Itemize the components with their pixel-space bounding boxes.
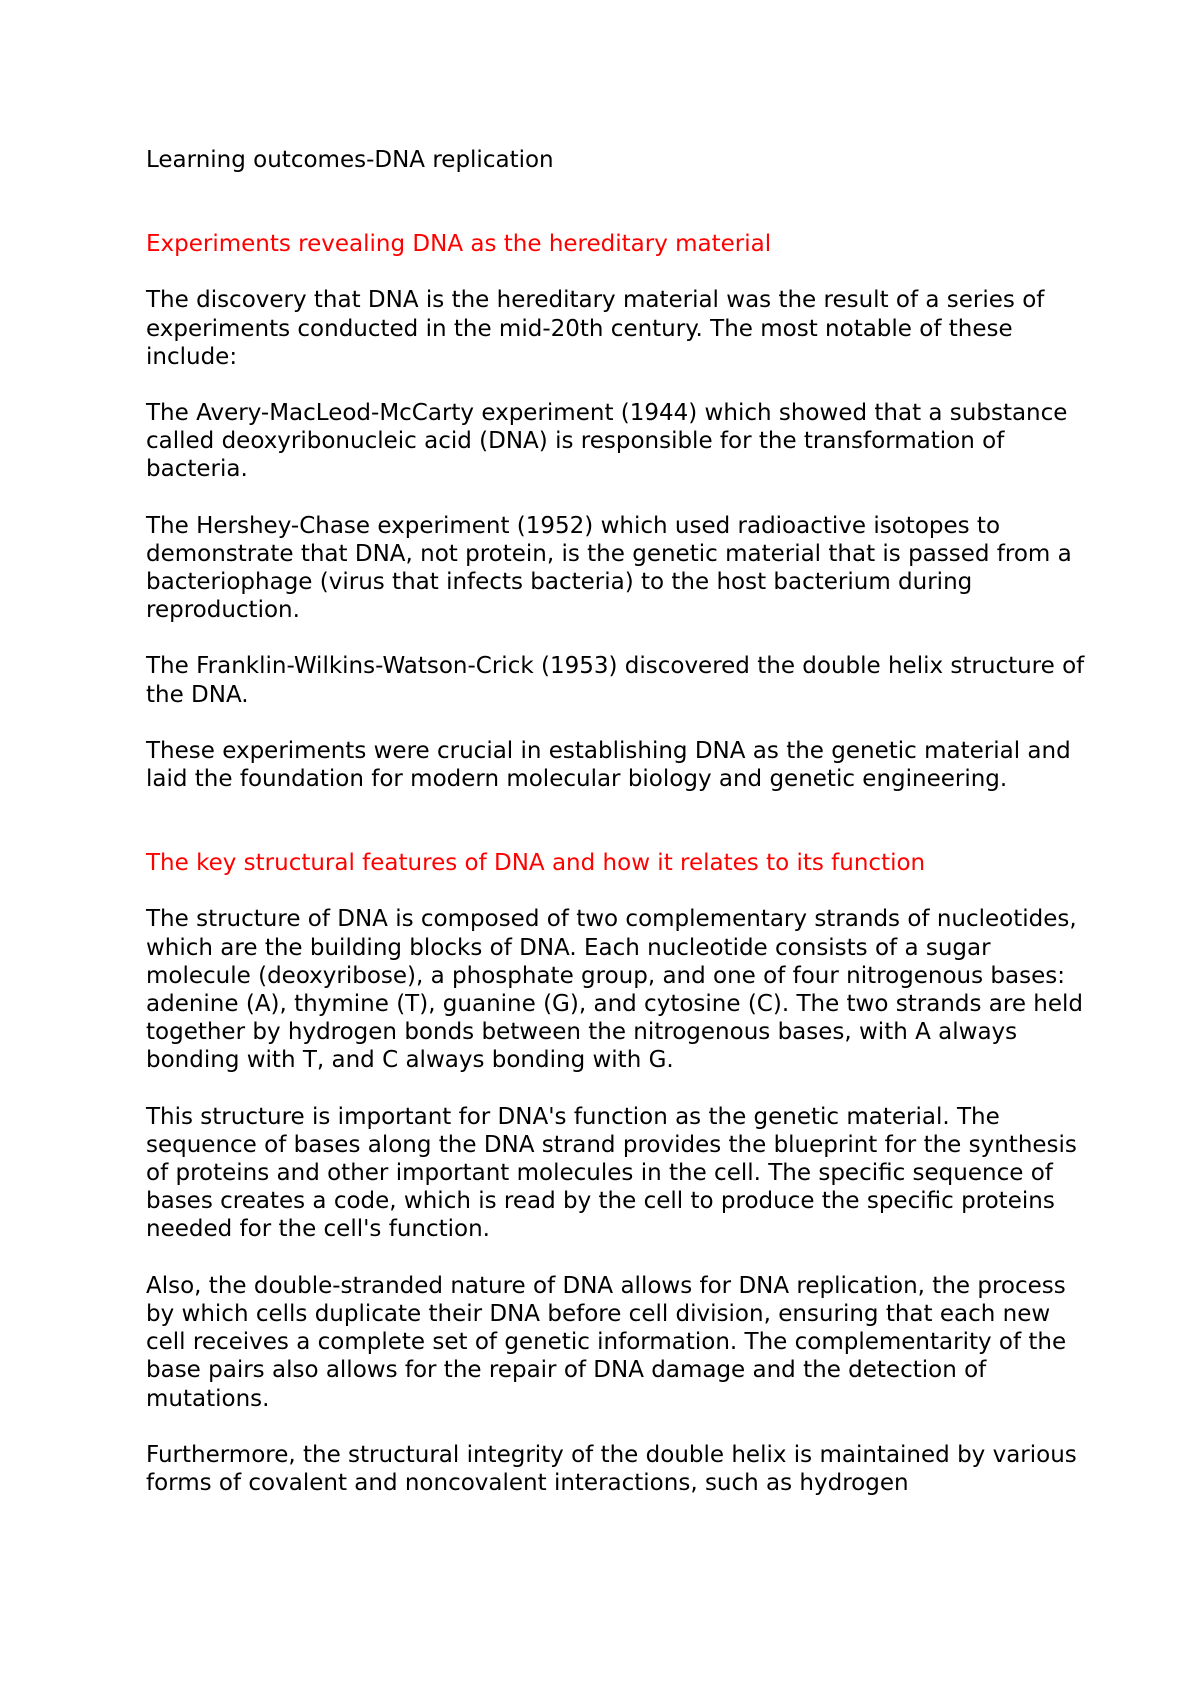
paragraph-double-helix-discovery: The Franklin-Wilkins-Watson-Crick (1953) discovered the double helix structure of the DNA.	[146, 653, 1085, 708]
paragraph-double-stranded-replication: Also, the double-stranded nature of DNA allows for DNA replication, the process by which cells duplicate their DNA before cell division, ensuring that each new cell receives a complete set of genetic information. The complementarity of the base pairs also allows for the repair of DNA damage and the detection of mutations.	[146, 1272, 1067, 1412]
paragraph-avery-experiment: The Avery-MacLeod-McCarty experiment (1944) which showed that a substance called deoxyribonucleic acid (DNA) is responsible for the transformation of bacteria.	[146, 400, 1068, 483]
document-title: Learning outcomes-DNA replication	[146, 147, 554, 173]
section-heading-structural-features: The key structural features of DNA and how it relates to its function	[146, 850, 926, 877]
paragraph-structure-function: This structure is important for DNA's function as the genetic material. The sequence of bases along the DNA strand provides the blueprint for the synthesis of proteins and other important molecules in the cell. The specific sequence of bases creates a code, which is read by the cell to produce the specific proteins needed for the cell's function.	[146, 1103, 1077, 1243]
paragraph-hershey-chase-experiment: The Hershey-Chase experiment (1952) which used radioactive isotopes to demonstrate that DNA, not protein, is the genetic material that is passed from a bacteriophage (virus that infects bacteria) to the host bacterium during reproduction.	[146, 512, 1072, 624]
document-body	[146, 146, 1086, 1525]
paragraph-discovery-intro: The discovery that DNA is the hereditary material was the result of a series of experiments conducted in the mid-20th century. The most notable of these include:	[146, 287, 1045, 370]
section-heading-hereditary-material: Experiments revealing DNA as the hereditary material	[146, 231, 772, 258]
paragraph-dna-structure: The structure of DNA is composed of two complementary strands of nucleotides, which are the building blocks of DNA. Each nucleotide consists of a sugar molecule (deoxyribose), a phosphate group, and one of four nitrogenous bases: adenine (A), thymine (T), guanine (G), and cytosine (C). The two strands are held together by hydrogen bonds between the nitrogenous bases, with A always bonding with T, and C always bonding with G.	[146, 906, 1083, 1074]
paragraph-experiments-significance: These experiments were crucial in establishing DNA as the genetic material and laid the foundation for modern molecular biology and genetic engineering.	[146, 737, 1071, 793]
paragraph-structural-integrity: Furthermore, the structural integrity of the double helix is maintained by various forms of covalent and noncovalent interactions, such as hydrogen	[146, 1441, 1077, 1496]
